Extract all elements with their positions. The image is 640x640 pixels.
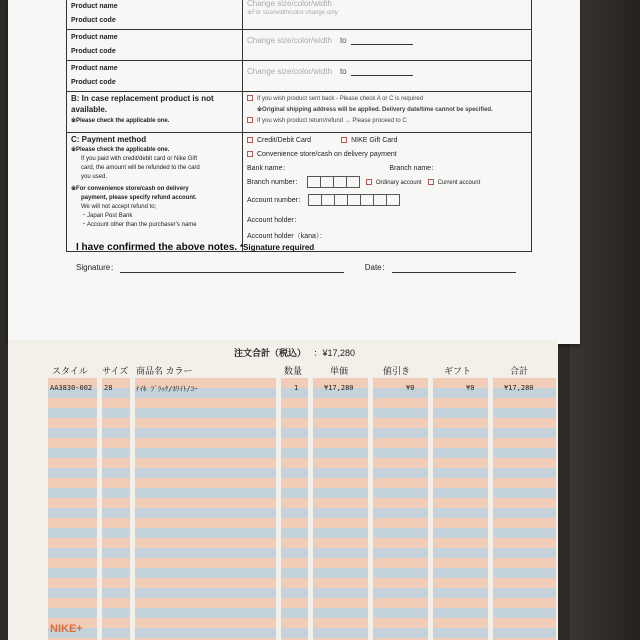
- c-note: you used.: [81, 174, 108, 180]
- cell-gift: ¥0: [466, 384, 475, 392]
- c-note: ※Please check the applicable one.: [71, 147, 170, 153]
- change-text: Change size/color/width: [247, 67, 332, 76]
- header-total: 合計: [510, 366, 529, 376]
- column-divider: [488, 378, 493, 640]
- nike-plus-logo: NIKE+: [50, 623, 83, 635]
- branch-number-boxes[interactable]: [308, 176, 360, 188]
- return-form-paper: [8, 0, 580, 344]
- cell-discount: ¥0: [406, 384, 415, 392]
- signature-field[interactable]: [120, 272, 344, 273]
- item-table-background: [48, 378, 556, 640]
- c-note: payment, please specify refund account.: [81, 195, 197, 201]
- column-divider: [368, 378, 373, 640]
- date-label: Date：: [364, 263, 390, 272]
- cell-style: AA3830-002: [50, 384, 93, 392]
- account-number-label: Account number：: [247, 197, 305, 204]
- header-size: サイズ: [102, 366, 129, 376]
- to-label: to: [339, 36, 347, 45]
- checkbox[interactable]: [247, 117, 253, 123]
- product-row: [67, 60, 531, 91]
- product-code-label: Product code: [71, 48, 116, 55]
- header-gift: ギフト: [444, 366, 472, 376]
- signature-line: [76, 262, 516, 273]
- section-b-title: B: In case replacement product is not available.: [71, 94, 214, 114]
- c-note: ・Japan Post Bank: [81, 213, 133, 219]
- current-checkbox[interactable]: [428, 179, 434, 185]
- c-note: ※For convenience store/cash on delivery: [71, 186, 189, 192]
- conv-option: Convenience store/cash on delivery payment: [257, 151, 397, 158]
- header-qty: 数量: [284, 366, 303, 376]
- column-divider: [428, 378, 433, 640]
- product-code-label: Product code: [71, 79, 116, 86]
- branch-number-label: Branch number：: [247, 179, 302, 186]
- c-note: ・Account other than the purchaser's name: [81, 222, 197, 228]
- opt-send-back: If you wish product sent back - Please check A or C is required: [257, 96, 424, 102]
- signature-label: Signature：: [76, 263, 119, 272]
- cell-size: 28: [104, 384, 113, 392]
- to-line[interactable]: [351, 44, 413, 45]
- product-name-label: Product name: [71, 34, 118, 41]
- receipt-slip: [8, 340, 558, 640]
- account-holder-kana-label: Account holder（kana）：: [247, 233, 327, 240]
- credit-checkbox[interactable]: [247, 137, 253, 143]
- section-c: [67, 132, 531, 251]
- background: [570, 0, 640, 640]
- to-line[interactable]: [351, 75, 413, 76]
- column-divider: [276, 378, 281, 640]
- account-holder-label: Account holder：: [247, 217, 301, 224]
- confirm-statement: I have confirmed the above notes. *Signature required: [76, 242, 315, 253]
- c-note: If you paid with credit/debit card or Nike Gift: [81, 156, 198, 162]
- branch-name-label: Branch name：: [389, 165, 439, 172]
- bank-name-label: Bank name：: [247, 165, 290, 172]
- account-number-boxes[interactable]: [309, 194, 400, 206]
- header-unit-price: 単価: [330, 366, 349, 376]
- section-b: [67, 91, 531, 132]
- ordinary-checkbox[interactable]: [366, 179, 372, 185]
- product-name-label: Product name: [71, 3, 118, 10]
- ordinary-option: Ordinary account: [375, 180, 422, 186]
- section-b-note: ※Please check the applicable one.: [71, 118, 170, 124]
- current-option: Current account: [437, 180, 481, 186]
- change-text: Change size/color/width: [247, 0, 332, 8]
- c-note: card, the amount will be refunded to the card: [81, 165, 200, 171]
- credit-option: Credit/Debit Card: [257, 137, 312, 144]
- opt-send-back-note: ※Original shipping address will be applied. Delivery date/time cannot be specified.: [257, 107, 493, 113]
- header-style: スタイル: [52, 366, 88, 376]
- order-total-value: ：¥17,280: [313, 348, 356, 358]
- opt-refund: If you wish product return/refund → Please proceed to C: [257, 118, 407, 124]
- product-row: [67, 0, 531, 29]
- cell-total: ¥17,280: [504, 384, 534, 392]
- product-row: [67, 29, 531, 60]
- change-note: ※For size/width/color change only: [247, 10, 338, 16]
- cell-qty: 1: [294, 384, 299, 392]
- to-label: to: [339, 67, 347, 76]
- cell-unit-price: ¥17,280: [324, 384, 354, 392]
- date-field[interactable]: [392, 272, 516, 273]
- checkbox[interactable]: [247, 95, 253, 101]
- product-code-label: Product code: [71, 17, 116, 24]
- order-total-label: 注文合計（税込）: [234, 348, 302, 358]
- header-product: 商品名 カラー: [136, 366, 193, 376]
- column-divider: [308, 378, 313, 640]
- c-note: We will not accept refund to;: [81, 204, 157, 210]
- gift-option: NIKE Gift Card: [351, 137, 398, 144]
- change-text: Change size/color/width: [247, 36, 332, 45]
- conv-checkbox[interactable]: [247, 151, 253, 157]
- return-form-table: [66, 0, 532, 252]
- product-name-label: Product name: [71, 65, 118, 72]
- column-divider: [97, 378, 102, 640]
- section-c-title: C: Payment method: [71, 135, 147, 144]
- header-discount: 値引き: [383, 366, 411, 376]
- signature-required: *Signature required: [239, 243, 315, 252]
- column-divider: [130, 378, 135, 640]
- gift-checkbox[interactable]: [341, 137, 347, 143]
- cell-product: ﾅｲｷ ﾌﾞﾗｯｸ/ﾎﾜｲﾄ/ｺｰ: [136, 385, 198, 393]
- order-total: [234, 346, 355, 359]
